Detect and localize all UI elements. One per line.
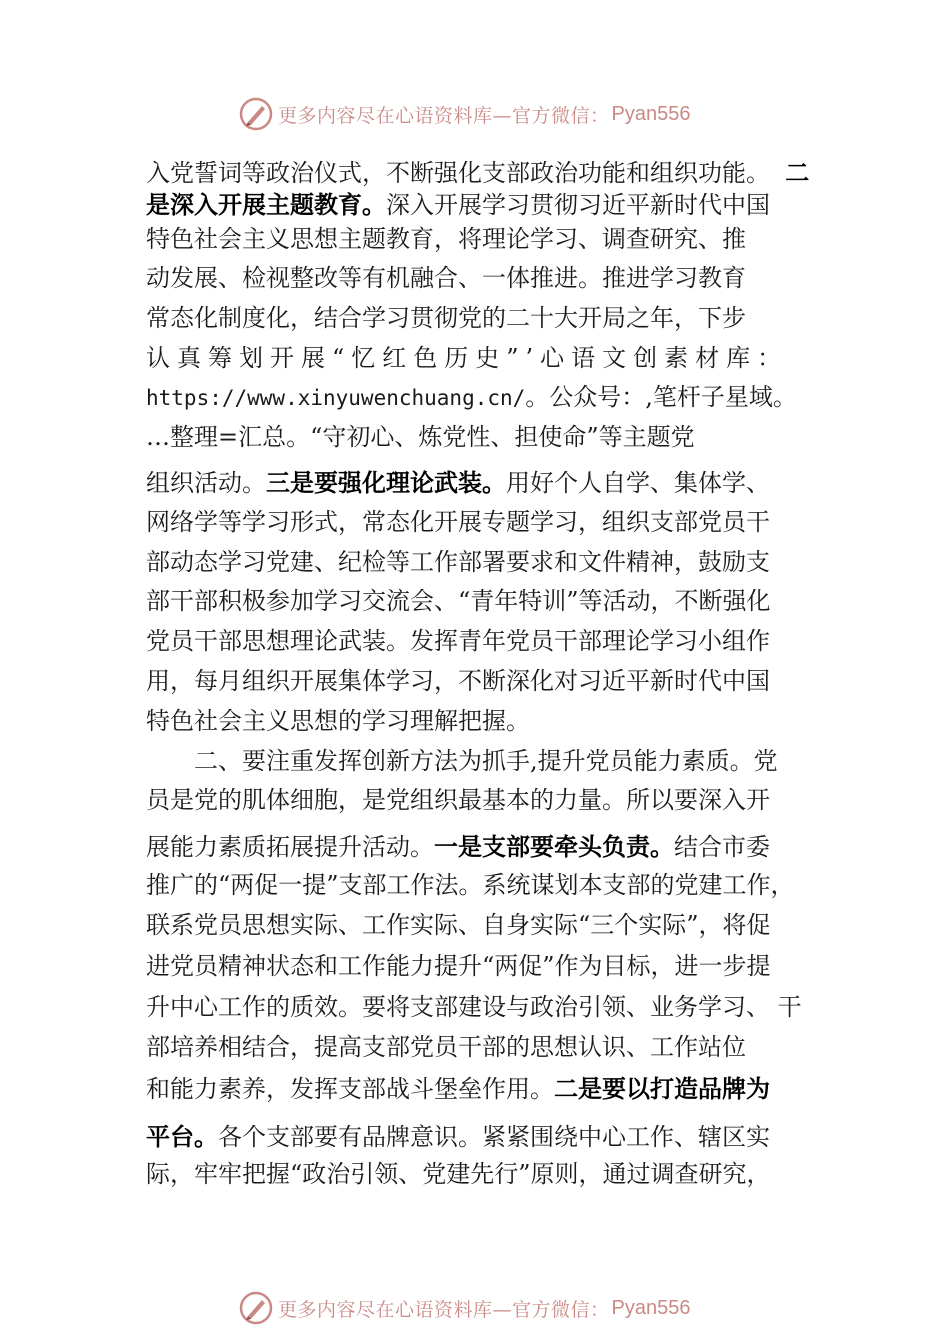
text-line: 升中心工作的质效。要将支部建设与政治引领、业务学习、 干 <box>146 993 802 1021</box>
text-line: 特色社会主义思想的学习理解把握。 <box>146 707 530 735</box>
pen-logo-icon <box>238 96 274 132</box>
section-heading: 二、要注重发挥创新方法为抓手,提升党员能力素质。党 <box>194 747 778 775</box>
text-line: 动发展、检视整改等有机融合、一体推进。推进学习教育 <box>146 264 746 292</box>
text-line: 平台。各个支部要有品牌意识。紧紧围绕中心工作、辖区实 <box>146 1123 770 1151</box>
text-line: 是深入开展主题教育。深入开展学习贯彻习近平新时代中国 <box>146 191 770 219</box>
text-line: 联系党员思想实际、工作实际、自身实际“三个实际”，将促 <box>146 911 771 939</box>
text-line: 入党誓词等政治仪式，不断强化支部政治功能和组织功能。 二 <box>146 159 810 187</box>
text-line: 组织活动。三是要强化理论武装。用好个人自学、集体学、 <box>146 469 770 497</box>
text-line: …整理=汇总。“守初心、炼党性、担使命”等主题党 <box>146 423 695 451</box>
text-line: 员是党的肌体细胞，是党组织最基本的力量。所以要深入开 <box>146 786 770 814</box>
text-line: 展能力素质拓展提升活动。一是支部要牵头负责。结合市委 <box>146 833 770 861</box>
pen-logo-icon <box>238 1290 274 1326</box>
text-line: 际，牢牢把握“政治引领、党建先行”原则，通过调查研究， <box>146 1160 771 1188</box>
text-line: 部培养相结合，提高支部党员干部的思想认识、工作站位 <box>146 1033 746 1061</box>
text-line: 网络学等学习形式，常态化开展专题学习，组织支部党员干 <box>146 508 770 536</box>
text-line: https://www.xinyuwenchuang.cn/。公众号：,笔杆子星域。 <box>146 383 797 411</box>
text-line: 进党员精神状态和工作能力提升“两促”作为目标，进一步提 <box>146 952 771 980</box>
text-line: 和能力素养，发挥支部战斗堡垒作用。二是要以打造品牌为 <box>146 1075 770 1103</box>
text-line: 认真筹划开展“忆红色历史”’心语文创素材库： <box>146 344 789 372</box>
website-url: https://www.xinyuwenchuang.cn/ <box>146 386 526 410</box>
text-line: 部动态学习党建、纪检等工作部署要求和文件精神，鼓励支 <box>146 548 770 576</box>
text-line: 党员干部思想理论武装。发挥青年党员干部理论学习小组作 <box>146 627 770 655</box>
watermark-id: Pyan556 <box>611 102 691 125</box>
text-line: 特色社会主义思想主题教育，将理论学习、调查研究、推 <box>146 225 746 253</box>
header-watermark <box>238 96 690 132</box>
text-line: 推广的“两促一提”支部工作法。系统谋划本支部的党建工作， <box>146 871 795 899</box>
text-line: 常态化制度化，结合学习贯彻党的二十大开局之年，下步 <box>146 304 746 332</box>
text-line: 部干部积极参加学习交流会、“青年特训”等活动，不断强化 <box>146 587 771 615</box>
watermark-text: 更多内容尽在心语资料库—官方微信： <box>278 1298 610 1321</box>
watermark-id: Pyan556 <box>611 1296 691 1319</box>
watermark-text: 更多内容尽在心语资料库—官方微信： <box>278 104 610 127</box>
footer-watermark <box>238 1290 690 1326</box>
text-line: 用，每月组织开展集体学习，不断深化对习近平新时代中国 <box>146 667 770 695</box>
